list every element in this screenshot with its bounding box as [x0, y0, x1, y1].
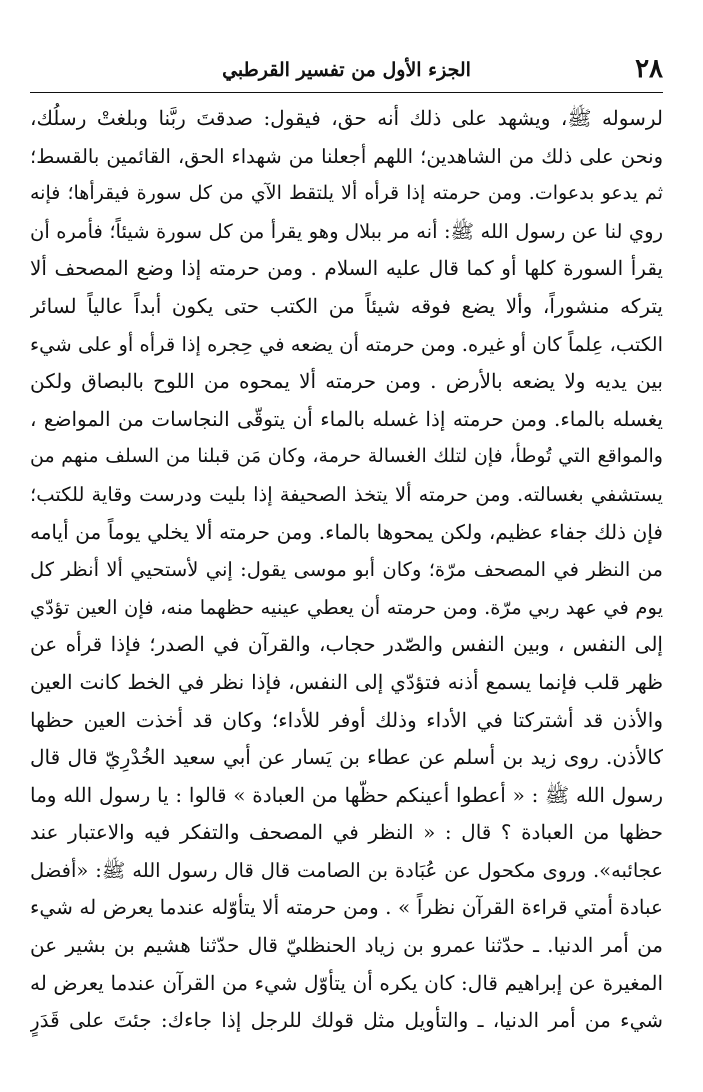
text-line: لرسوله ﷺ، ويشهد على ذلك أنه حق، فيقول: صدقتَ ربَّنا وبلغتْ رسلُك، [30, 106, 663, 130]
text-line: من النظر في المصحف مرّة؛ وكان أبو موسى يقول: إني لأستحيي ألا أنظر كل [30, 558, 663, 582]
text-line: عجائبه». وروى مكحول عن عُبَادة بن الصامت قال قال رسول الله ﷺ: «أفضل [30, 858, 663, 882]
text-line: ظهر قلب فإنما يسمع أذنه فتؤدّي إلى النفس، فإذا نظر في الخط كانت العين [30, 669, 663, 694]
text-line: من أمر الدنيا. ـ حدّثنا عمرو بن زياد الحنظليّ قال حدّثنا هشيم بن بشير عن [30, 933, 663, 958]
text-line: شيء من أمر الدنيا، ـ والتأويل مثل قولك للرجل إذا جاءك: جئتَ على قَدَرٍ [30, 1008, 663, 1033]
text-line: ونحن على ذلك من الشاهدين؛ اللهم أجعلنا من شهداء الحق، القائمين بالقسط؛ [30, 144, 663, 168]
text-line: يستشفي بغسالته. ومن حرمته ألا يتخذ الصحيفة إذا بليت ودرست وقاية للكتب؛ [30, 482, 663, 506]
text-line: إلى النفس ، وبين النفس والصّدر حجاب، والقرآن في الصدر؛ فإذا قرأه عن [30, 632, 663, 657]
page-number: ٢٨ [635, 54, 663, 84]
text-line: يوم في عهد ربي مرّة. ومن حرمته أن يعطي عينيه حظهما منه، فإن العين تؤدّي [30, 595, 663, 619]
text-line: رسول الله ﷺ : « أعطوا أعينكم حظّها من العبادة » قالوا : يا رسول الله وما [30, 782, 663, 807]
text-line: يتركه منشوراً، وألا يضع فوقه شيئاً من الكتب حتى يكون أبداً عالياً لسائر [30, 293, 663, 318]
text-line: فإن ذلك جفاء عظيم، ولكن يمحوها بالماء. ومن حرمته ألا يخلي يوماً من أيامه [30, 519, 663, 544]
text-line: والمواقع التي تُوطأ، فإن لتلك الغسالة حرمة، وكان مَن قبلنا من السلف منهم من [30, 445, 663, 468]
text-line: كالأذن. روى زيد بن أسلم عن عطاء بن يَسار عن أبي سعيد الخُدْرِيّ قال قال [30, 745, 663, 770]
text-line: بين يديه ولا يضعه بالأرض . ومن حرمته ألا يمحوه من اللوح بالبصاق ولكن [30, 369, 663, 394]
text-line: عبادة أمتي قراءة القرآن نظراً » . ومن حرمته ألا يتأوّله عندما يعرض له شيء [30, 895, 663, 920]
text-line: روي لنا عن رسول الله ﷺ: أنه مر ببلال وهو يقرأ من كل سورة شيئاً؛ فأمره أن [30, 219, 663, 243]
header-divider [30, 92, 663, 93]
text-line: حظها من العبادة ؟ قال : « النظر في المصحف والتفكر فيه والاعتبار عند [30, 820, 663, 845]
text-line: الكتب، عِلماً كان أو غيره. ومن حرمته أن يضعه في حِجره إذا قرأه أو على شيء [30, 332, 663, 356]
text-line: ثم يدعو بدعوات. ومن حرمته إذا قرأه ألا يلتقط الآي من كل سورة فيقرأها؛ فإنه [30, 182, 663, 205]
body-text [30, 100, 663, 1040]
text-line: يقرأ السورة كلها أو كما قال عليه السلام . ومن حرمته إذا وضع المصحف ألا [30, 256, 663, 281]
page-header [30, 52, 663, 90]
text-line: والأذن قد أشتركتا في الأداء وذلك أوفر للأداء؛ وكان قد أخذت العين حظها [30, 707, 663, 732]
text-line: المغيرة عن إبراهيم قال: كان يكره أن يتأوّل شيء من القرآن عندما يعرض له [30, 970, 663, 995]
text-line: يغسله بالماء. ومن حرمته إذا غسله بالماء أن يتوقّى النجاسات من المواضع ، [30, 406, 663, 431]
running-title: الجزء الأول من تفسير القرطبي [222, 59, 471, 81]
